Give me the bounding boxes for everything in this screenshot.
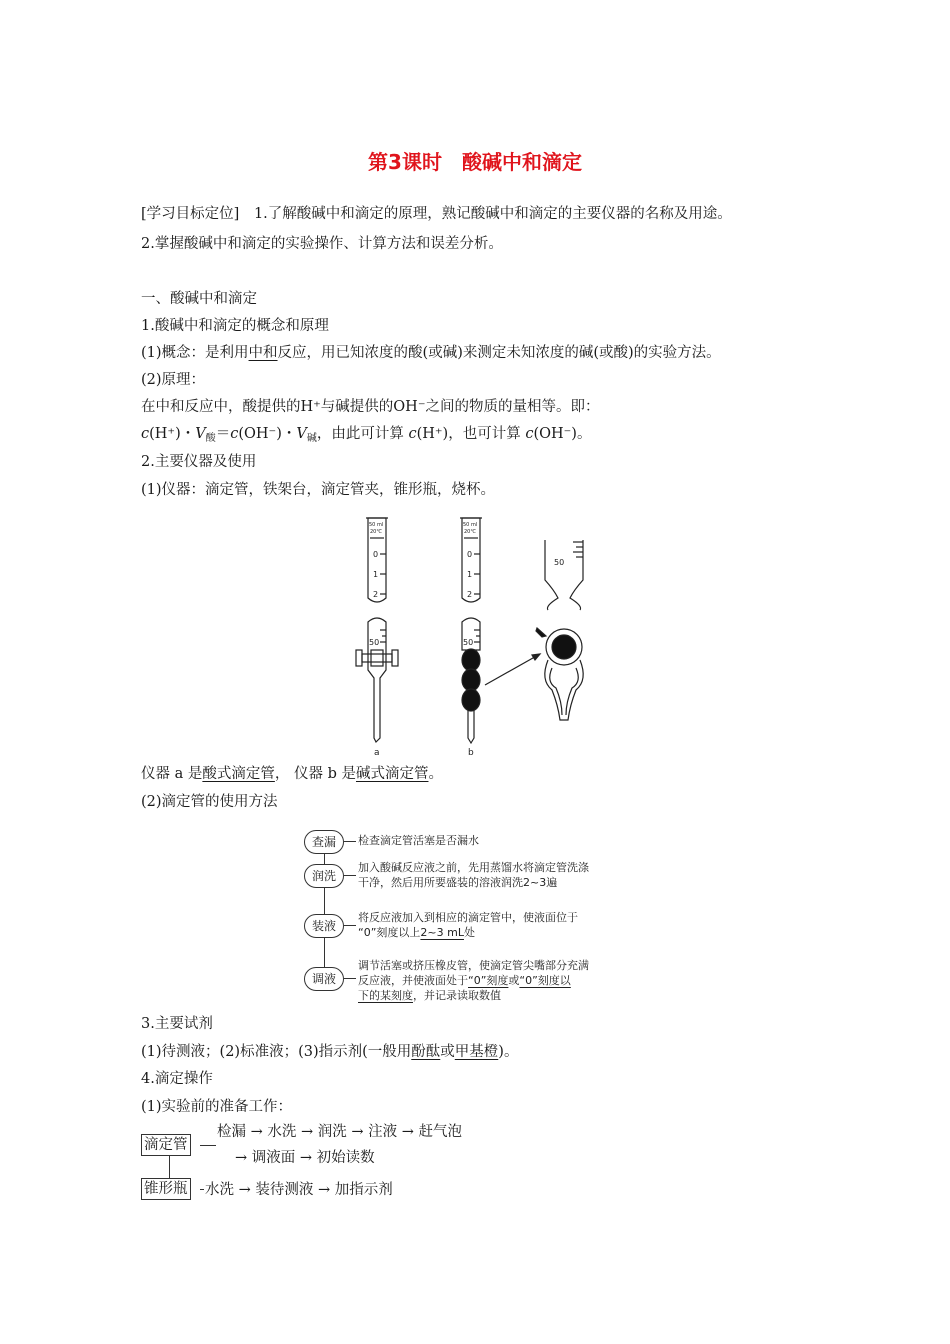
box-link	[169, 1156, 170, 1178]
inst-suffix: 。	[428, 766, 443, 782]
principle-label: (2)原理：	[141, 372, 206, 388]
formula-acid-sub: 酸	[205, 433, 216, 444]
burette-steps-1: 检漏 → 水洗 → 润洗 → 注液 → 赶气泡	[217, 1124, 462, 1140]
objective-1: 1.了解酸碱中和滴定的原理，熟记酸碱中和滴定的主要仪器的名称及用途。	[253, 206, 732, 222]
burette-box: 滴定管	[141, 1134, 191, 1156]
reagents-text-b: )。	[498, 1044, 519, 1060]
objectives-line-1	[141, 204, 732, 224]
burette-b-lower	[462, 618, 480, 743]
formula-eq: ＝	[215, 426, 231, 442]
subheading-1: 1.酸碱中和滴定的概念和原理	[141, 318, 329, 334]
formula-h: (H⁺)・	[149, 426, 196, 442]
subheading-2: 2.主要仪器及使用	[141, 454, 257, 470]
reagents-or: 或	[440, 1044, 455, 1060]
objective-2: 2.掌握酸碱中和滴定的实验操作、计算方法和误差分析。	[141, 236, 503, 252]
desc-check-leak: 检查滴定管活塞是否漏水	[358, 834, 479, 847]
formula-tail3: (OH⁻)。	[533, 426, 592, 442]
formula-oh: (OH⁻)・	[238, 426, 297, 442]
pointer-arrow	[485, 654, 540, 685]
concept-line	[141, 343, 721, 363]
mark-50-b: 50	[463, 638, 474, 647]
desc-adjust-answer-2a: “0”刻度以	[519, 974, 571, 987]
desc-adjust	[358, 958, 589, 1003]
burette-a-lower	[356, 618, 398, 742]
flow-spine	[324, 838, 325, 978]
formula-c3: c	[408, 426, 417, 442]
burette-b-temp: 20℃	[464, 529, 476, 535]
desc-rinse-1: 加入酸碱反应液之前，先用蒸馏水将滴定管洗涤	[358, 861, 589, 874]
desc-adjust-1: 调节活塞或挤压橡皮管，使滴定管尖嘴部分充满	[358, 959, 589, 972]
inst-b-prefix: ， 仪器 b 是	[274, 766, 356, 782]
concept-answer: 中和	[248, 345, 278, 361]
burette-figure	[340, 510, 680, 760]
step-rinse: 润洗	[304, 864, 344, 888]
formula-c4: c	[525, 426, 534, 442]
formula-tail2: (H⁺)，也可计算	[416, 426, 526, 442]
desc-adjust-2a: 反应液，并使液面处于	[358, 974, 468, 987]
formula-v2: V	[296, 426, 307, 442]
mark-50-detail: 50	[554, 558, 565, 567]
tick-1-a: 1	[373, 570, 379, 579]
desc-rinse	[358, 860, 589, 890]
desc-fill-answer: 2~3 mL	[420, 926, 464, 939]
desc-fill-2b: 处	[463, 926, 475, 939]
instrument-names-line	[141, 764, 443, 784]
tick-0-b: 0	[467, 550, 473, 559]
inst-a-prefix: 仪器 a 是	[141, 766, 203, 782]
burette-a-cap: 50 ml	[369, 522, 384, 528]
tick-1-b: 1	[467, 570, 473, 579]
desc-fill	[358, 910, 578, 940]
page-title: 第3课时 酸碱中和滴定	[368, 150, 582, 174]
concept-text-b: 反应，用已知浓度的酸(或碱)来测定未知浓度的碱(或酸)的实验方法。	[277, 345, 721, 361]
formula-base-sub: 碱	[306, 433, 317, 444]
instruments-line: (1)仪器：滴定管，铁架台，滴定管夹，锥形瓶，烧杯。	[141, 482, 496, 498]
burette-steps-2: → 调液面 → 初始读数	[235, 1150, 375, 1166]
formula-c: c	[141, 426, 150, 442]
prep-label: (1)实验前的准备工作：	[141, 1099, 293, 1115]
formula-tail1: ，由此可计算	[316, 426, 409, 442]
subheading-3: 3.主要试剂	[141, 1016, 213, 1032]
flask-steps: 水洗 → 装待测液 → 加指示剂	[205, 1182, 393, 1198]
base-burette-detail	[536, 540, 583, 720]
formula-v: V	[195, 426, 206, 442]
section-heading: 一、酸碱中和滴定	[141, 291, 257, 307]
desc-adjust-answer-1: “0”刻度	[468, 974, 509, 987]
step-fill: 装液	[304, 914, 344, 938]
squeeze-arrow-icon	[536, 628, 546, 637]
objectives-tag: [学习目标定位]	[141, 206, 240, 222]
connector-2	[344, 875, 356, 876]
tick-0-a: 0	[373, 550, 379, 559]
burette-b-cap: 50 ml	[463, 522, 478, 528]
desc-adjust-answer-2b: 下的某刻度	[358, 989, 413, 1002]
connector-3	[344, 925, 356, 926]
usage-label: (2)滴定管的使用方法	[141, 794, 278, 810]
step-check-leak: 查漏	[304, 830, 344, 854]
flask-box: 锥形瓶	[141, 1178, 191, 1200]
burette-b-upper	[460, 518, 482, 602]
burette-a-upper	[366, 518, 388, 602]
tick-2-a: 2	[373, 590, 379, 599]
reagents-line	[141, 1042, 518, 1062]
burette-a-temp: 20℃	[370, 529, 382, 535]
reagent-answer-2: 甲基橙	[454, 1044, 499, 1060]
inst-b-answer: 碱式滴定管	[355, 766, 429, 782]
desc-fill-1: 将反应液加入到相应的滴定管中，使液面位于	[358, 911, 578, 924]
mark-50-a: 50	[369, 638, 380, 647]
formula-line	[141, 424, 591, 449]
formula-c2: c	[230, 426, 239, 442]
step-adjust: 调液	[304, 967, 344, 991]
label-b: b	[468, 748, 474, 758]
desc-rinse-2: 干净，然后用所要盛装的溶液润洗2~3遍	[358, 876, 558, 889]
reagents-text-a: (1)待测液；(2)标准液；(3)指示剂(一般用	[141, 1044, 412, 1060]
subheading-4: 4.滴定操作	[141, 1071, 213, 1087]
flask-line	[200, 1189, 204, 1190]
desc-adjust-3: ，并记录读取数值	[413, 989, 501, 1002]
desc-adjust-or: 或	[508, 974, 520, 987]
desc-fill-2a: “0”刻度以上	[358, 926, 421, 939]
principle-text: 在中和反应中，酸提供的H⁺与碱提供的OH⁻之间的物质的量相等。即：	[141, 399, 600, 415]
burette-line	[200, 1145, 216, 1146]
label-a: a	[374, 748, 380, 758]
reagent-answer-1: 酚酞	[411, 1044, 441, 1060]
connector-4	[344, 978, 356, 979]
tick-2-b: 2	[467, 590, 473, 599]
connector-1	[344, 841, 356, 842]
prep-operations	[141, 1122, 561, 1206]
usage-flowchart	[304, 826, 654, 1002]
concept-text-a: (1)概念：是利用	[141, 345, 249, 361]
inst-a-answer: 酸式滴定管	[202, 766, 275, 782]
